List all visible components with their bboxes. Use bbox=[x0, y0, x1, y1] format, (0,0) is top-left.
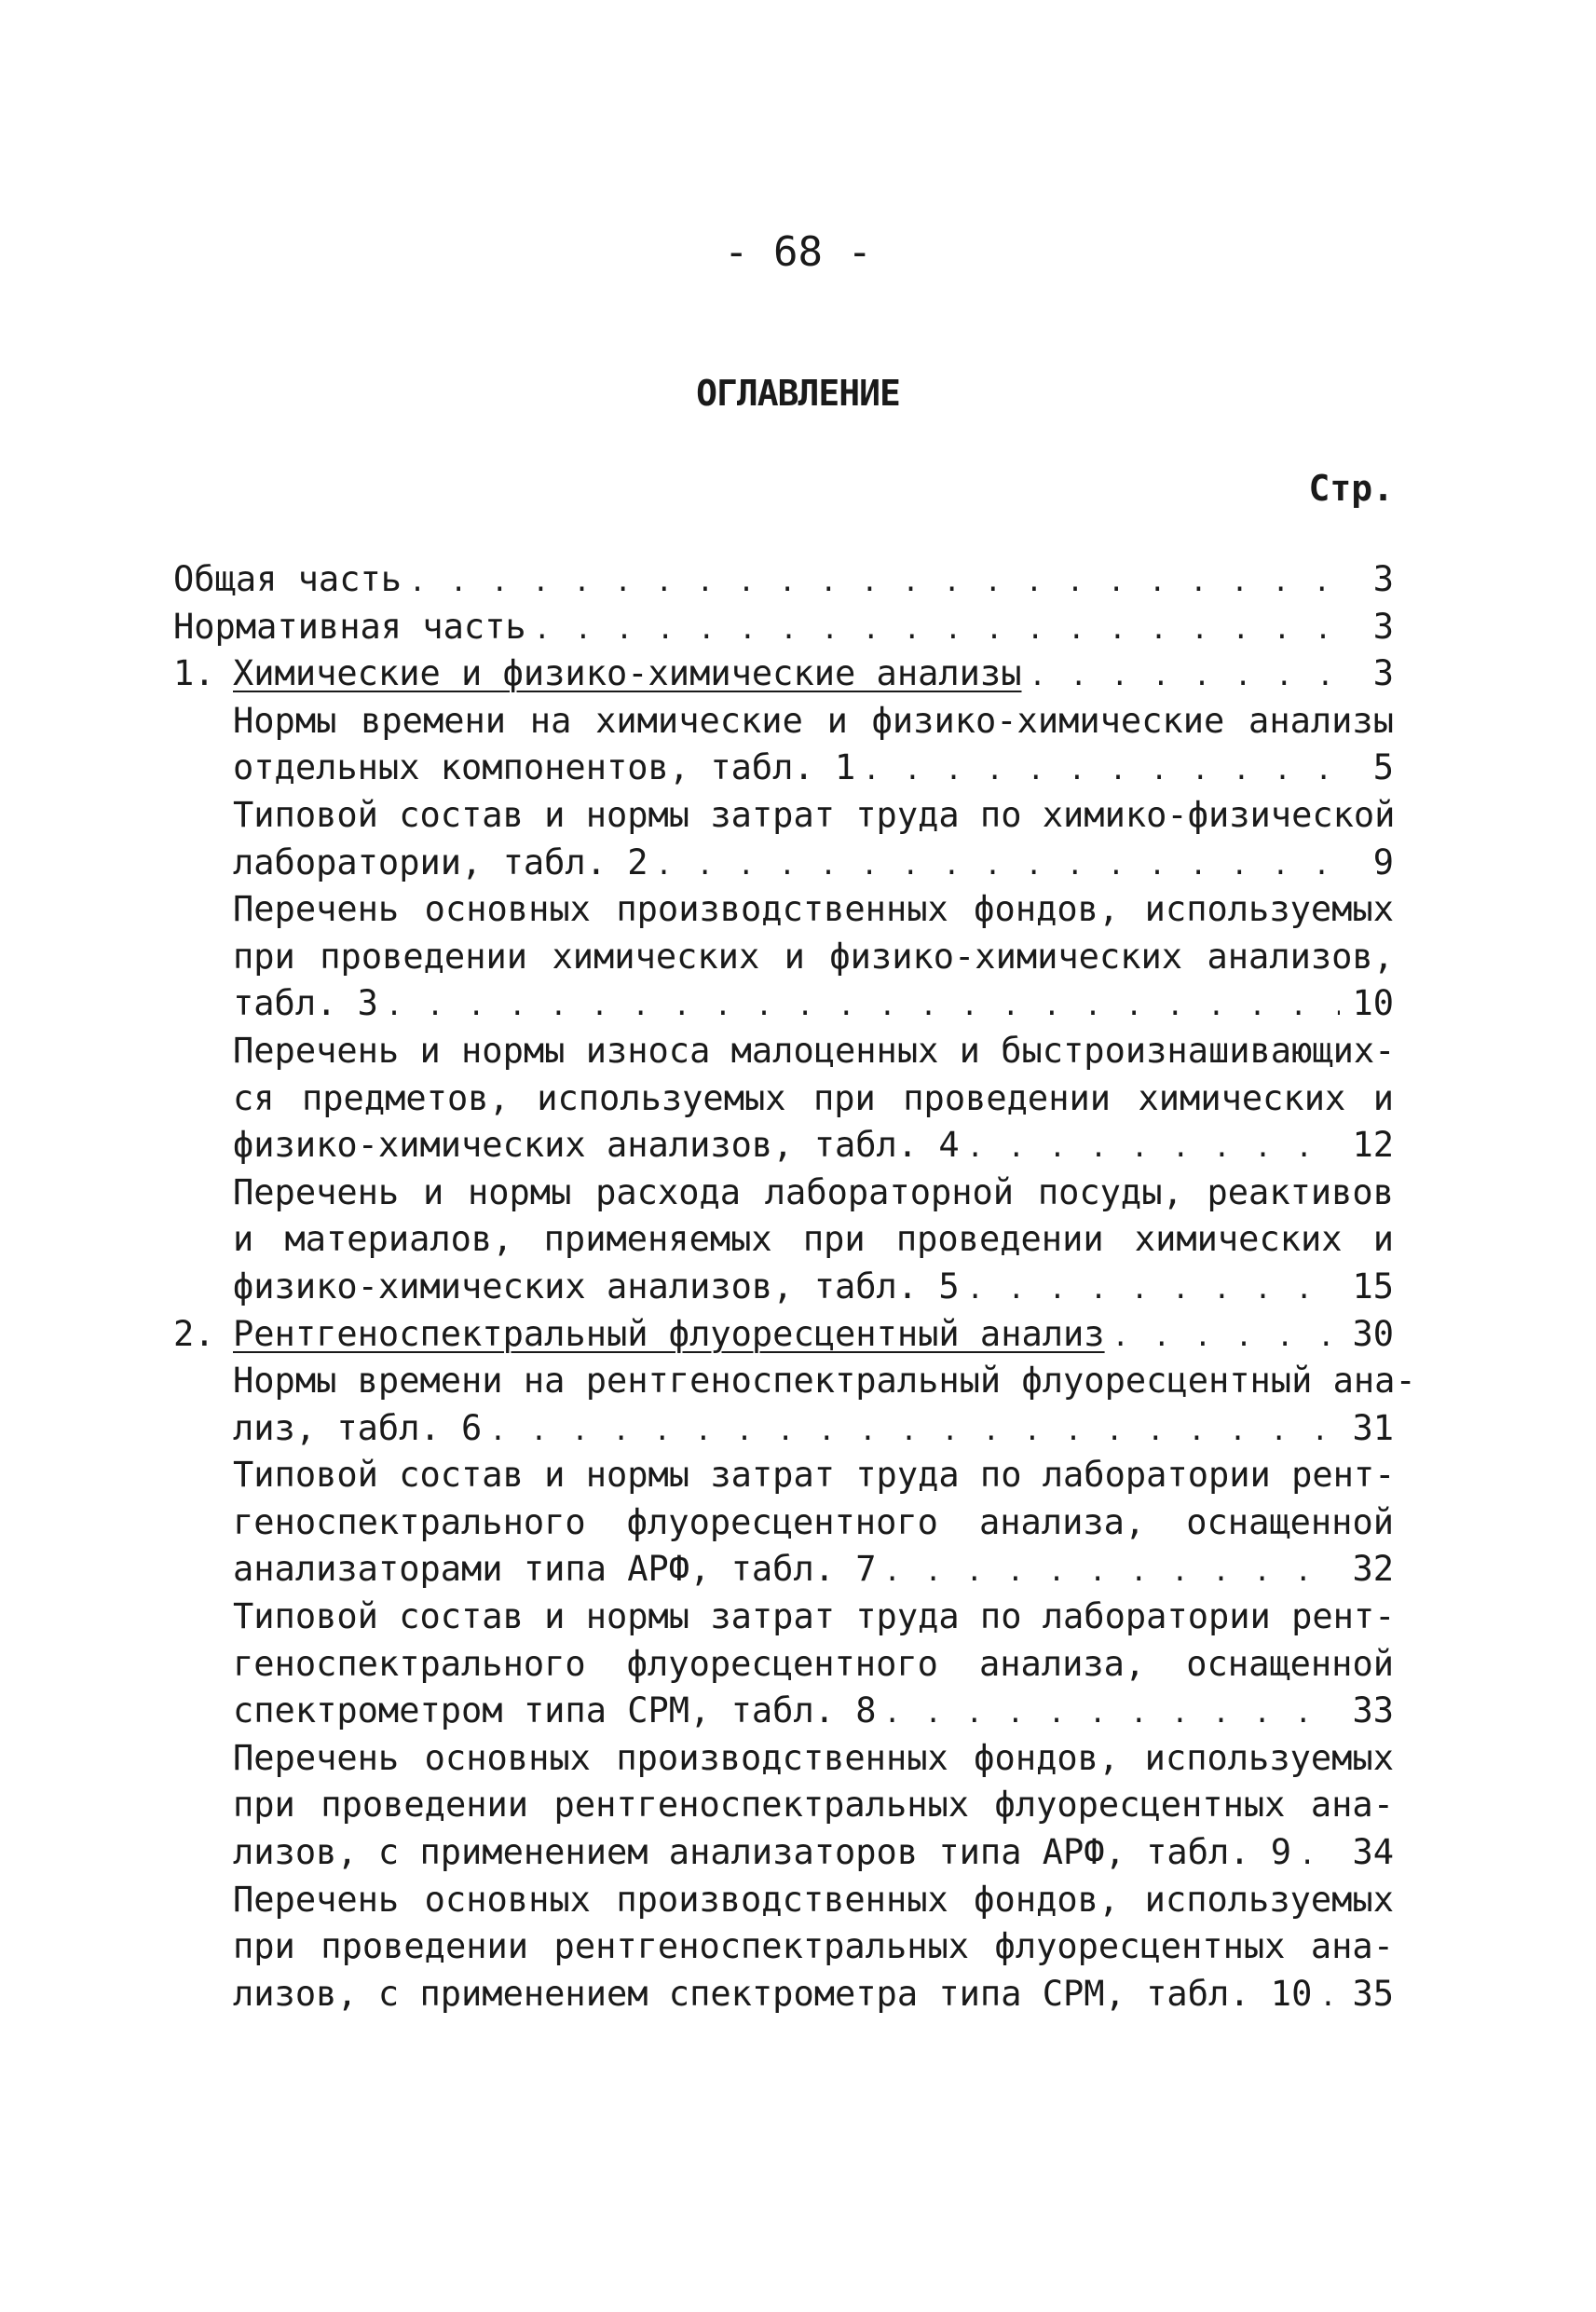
table-of-contents bbox=[173, 556, 1416, 2018]
toc-entry bbox=[173, 745, 1394, 792]
toc-entry-text: Нормативная часть bbox=[173, 606, 526, 647]
toc-entry-line: Нормы времени на химические и физико-химические анализы bbox=[233, 700, 1394, 741]
toc-page-number: 10 bbox=[1352, 983, 1394, 1024]
dot-leader bbox=[656, 842, 1340, 890]
toc-page-number: 9 bbox=[1372, 841, 1394, 882]
toc-entry bbox=[173, 1829, 1394, 1877]
section-number: 1. bbox=[173, 653, 215, 694]
toc-page-number: 32 bbox=[1352, 1549, 1394, 1590]
toc-entry-line: Перечень основных производственных фондов, используемых bbox=[233, 889, 1394, 930]
toc-entry bbox=[173, 556, 1394, 604]
toc-entry-text: анализаторами типа АРФ, табл. 7 bbox=[233, 1549, 877, 1590]
toc-page-number: 33 bbox=[1352, 1690, 1394, 1731]
toc-entry bbox=[173, 1546, 1394, 1594]
dot-leader bbox=[409, 559, 1340, 607]
section-number: 2. bbox=[173, 1313, 215, 1354]
toc-entry-line: Типовой состав и нормы затрат труда по лаборатории рент- bbox=[233, 1455, 1396, 1496]
toc-entry-text: физико-химических анализов, табл. 4 bbox=[233, 1125, 960, 1166]
toc-page-number: 30 bbox=[1352, 1313, 1394, 1354]
toc-entry-line: Типовой состав и нормы затрат труда по химико-физической bbox=[233, 794, 1396, 835]
dot-leader bbox=[386, 983, 1340, 1031]
toc-entry-text: лаборатории, табл. 2 bbox=[233, 841, 648, 882]
dot-leader bbox=[1112, 1314, 1340, 1361]
toc-page-number: 5 bbox=[1372, 747, 1394, 788]
toc-entry-line: геноспектрального флуоресцентного анализа, оснащенной bbox=[233, 1643, 1394, 1684]
toc-entry-text: табл. 3 bbox=[233, 983, 378, 1024]
toc-entry-text: спектрометром типа СРМ, табл. 8 bbox=[233, 1690, 877, 1731]
toc-entry bbox=[173, 1264, 1394, 1311]
toc-section bbox=[173, 650, 1394, 698]
dot-leader bbox=[863, 747, 1340, 795]
toc-entry bbox=[173, 1688, 1394, 1735]
dot-leader bbox=[967, 1125, 1340, 1172]
dot-leader bbox=[1319, 1974, 1340, 2021]
page-title: ОГЛАВЛЕНИЕ bbox=[696, 373, 900, 414]
toc-entry-line: Перечень и нормы расхода лабораторной посуды, реактивов bbox=[233, 1171, 1394, 1212]
toc-entry bbox=[173, 840, 1394, 887]
toc-entry-line: геноспектрального флуоресцентного анализа, оснащенной bbox=[233, 1501, 1394, 1542]
toc-page-number: 35 bbox=[1352, 1973, 1394, 2014]
toc-entry-line: при проведении химических и физико-химических анализов, bbox=[233, 936, 1394, 977]
toc-entry-text: физико-химических анализов, табл. 5 bbox=[233, 1265, 960, 1306]
dot-leader bbox=[1299, 1832, 1340, 1880]
toc-entry-text: лиз, табл. 6 bbox=[233, 1407, 483, 1448]
dot-leader bbox=[489, 1408, 1340, 1456]
toc-entry-line: Перечень и нормы износа малоценных и быстроизнашивающих- bbox=[233, 1030, 1396, 1071]
toc-entry-line: Типовой состав и нормы затрат труда по лаборатории рент- bbox=[233, 1596, 1396, 1637]
toc-entry-line: при проведении рентгеноспектральных флуоресцентных ана- bbox=[233, 1785, 1394, 1826]
toc-entry bbox=[173, 1971, 1394, 2018]
toc-entry-line: Нормы времени на рентгеноспектральный флуоресцентный ана- bbox=[233, 1361, 1416, 1402]
toc-entry bbox=[173, 1122, 1394, 1170]
toc-page-number: 3 bbox=[1372, 559, 1394, 599]
dot-leader bbox=[534, 607, 1340, 654]
toc-entry bbox=[173, 980, 1394, 1028]
page-number: - 68 - bbox=[724, 228, 872, 276]
toc-entry-text: Химические и физико-химические анализы bbox=[233, 653, 1022, 694]
toc-entry-text: Общая часть bbox=[173, 559, 402, 599]
toc-entry-line: при проведении рентгеноспектральных флуоресцентных ана- bbox=[233, 1926, 1394, 1967]
toc-entry-text: отдельных компонентов, табл. 1 bbox=[233, 747, 856, 788]
toc-page-number: 3 bbox=[1372, 606, 1394, 647]
dot-leader bbox=[1029, 653, 1340, 701]
toc-entry bbox=[173, 1405, 1394, 1453]
dot-leader bbox=[884, 1690, 1340, 1738]
page-column-header: Стр. bbox=[1308, 468, 1394, 509]
toc-entry-line: и материалов, применяемых при проведении химических и bbox=[233, 1219, 1394, 1260]
toc-page-number: 12 bbox=[1352, 1125, 1394, 1166]
toc-page-number: 3 bbox=[1372, 653, 1394, 694]
toc-entry-line: ся предметов, используемых при проведении химических и bbox=[233, 1077, 1394, 1118]
toc-entry bbox=[173, 604, 1394, 651]
toc-page-number: 34 bbox=[1352, 1832, 1394, 1873]
toc-section bbox=[173, 1311, 1394, 1359]
toc-page-number: 15 bbox=[1352, 1265, 1394, 1306]
dot-leader bbox=[884, 1549, 1340, 1596]
dot-leader bbox=[967, 1266, 1340, 1314]
toc-entry-line: Перечень основных производственных фондов, используемых bbox=[233, 1737, 1394, 1778]
toc-page-number: 31 bbox=[1352, 1407, 1394, 1448]
toc-entry-text: лизов, с применением спектрометра типа СРМ, табл. 10 bbox=[233, 1973, 1313, 2014]
toc-entry-text: лизов, с применением анализаторов типа АРФ, табл. 9 bbox=[233, 1832, 1292, 1873]
toc-entry-line: Перечень основных производственных фондов, используемых bbox=[233, 1879, 1394, 1920]
toc-entry-text: Рентгеноспектральный флуоресцентный анализ bbox=[233, 1313, 1105, 1354]
